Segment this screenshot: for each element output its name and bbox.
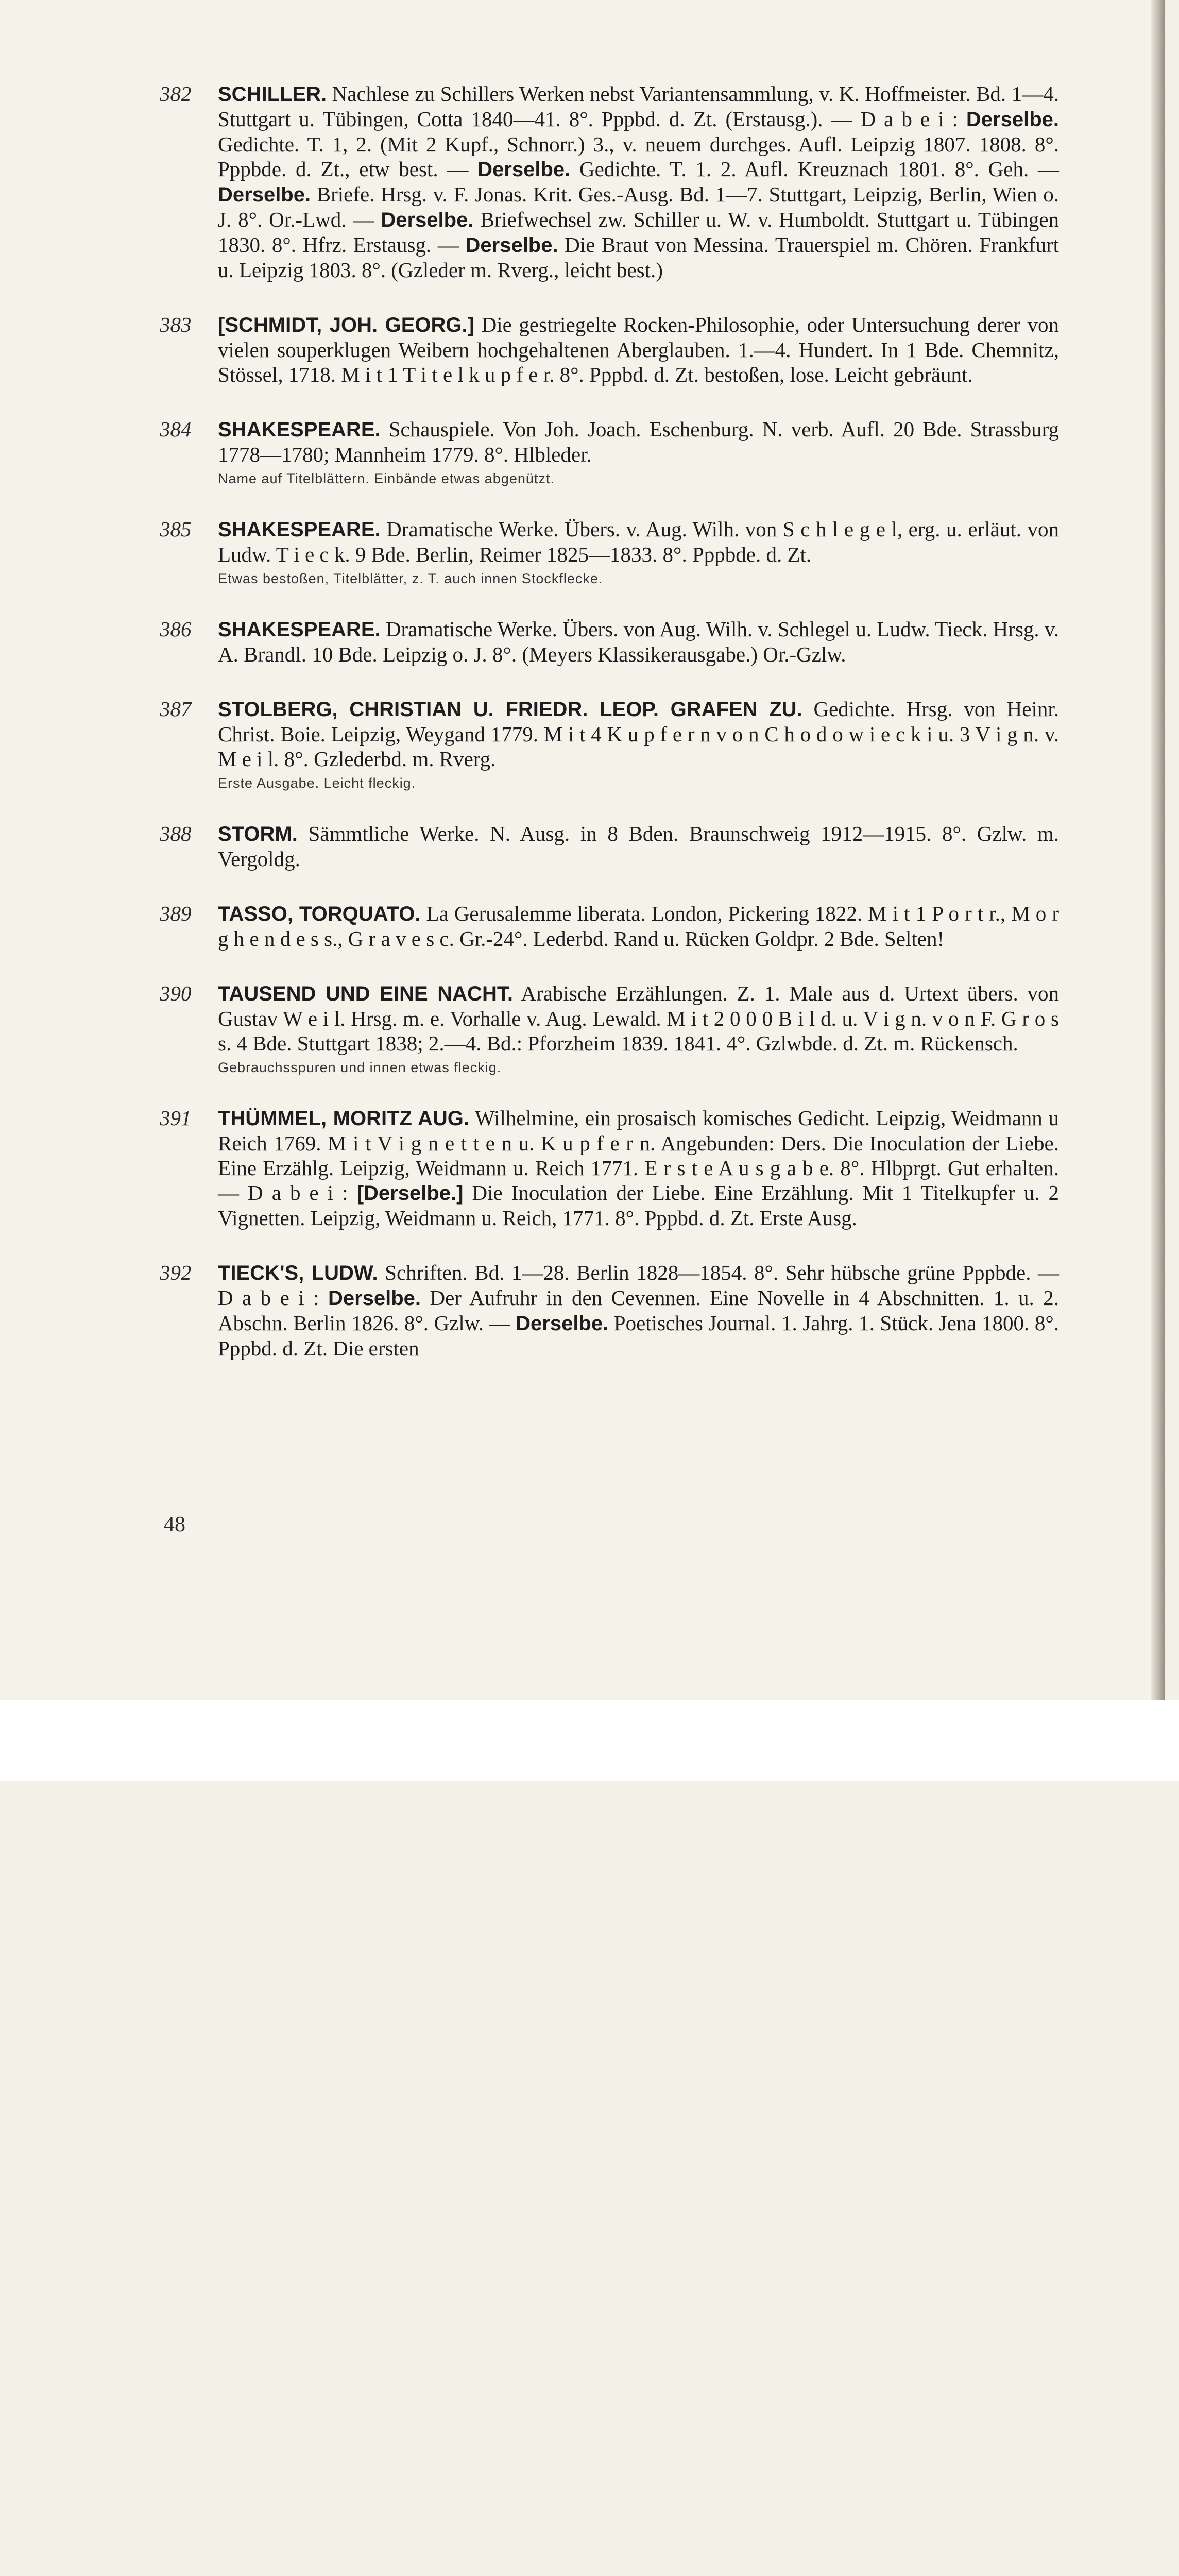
entry-number: 383 [160,313,192,336]
catalog-entry [160,517,1059,587]
entry-description: STOLBERG, CHRISTIAN U. FRIEDR. LEOP. GRAFEN ZU. Gedichte. Hrsg. von Heinr. Christ. Boie. Leipzig, Weygand 1779. M i t 4 K u p f e r n v o n C h o d o w i e c k i u. 3 V i g n. v. M e i l. 8°. Gzlederbd. m. Rverg. [218,697,1059,771]
entry-description: SHAKESPEARE. Dramatische Werke. Übers. von Aug. Wilh. v. Schlegel u. Ludw. Tieck. Hrsg. v. A. Brandl. 10 Bde. Leipzig o. J. 8°. (Meyers Klassikerausgabe.) Or.-Gzlw. [218,617,1059,666]
entry-condition-note: Etwas bestoßen, Titelblätter, z. T. auch innen Stockflecke. [218,571,603,586]
entry-number: 386 [160,617,192,641]
footer [0,1700,1179,1781]
entry-body [218,81,1059,282]
page-number: 48 [164,1513,185,1536]
entry-number: 388 [160,822,192,845]
entry-condition-note: Name auf Titelblättern. Einbände etwas abgenützt. [218,471,555,486]
entry-number: 391 [160,1106,192,1130]
catalog-entry [160,1260,1059,1361]
entry-body [218,697,1059,791]
entry-body [218,821,1059,871]
entry-body [218,901,1059,951]
catalog-entry [160,1106,1059,1230]
entry-body [218,1260,1059,1361]
catalog-entry [160,312,1059,387]
entry-number: 392 [160,1261,192,1284]
entry-description: SHAKESPEARE. Dramatische Werke. Übers. v. Aug. Wilh. von S c h l e g e l, erg. u. erläut. von Ludw. T i e c k. 9 Bde. Berlin, Reimer 1825—1833. 8°. Pppbde. d. Zt. [218,517,1059,566]
entry-description: TAUSEND UND EINE NACHT. Arabische Erzählungen. Z. 1. Male aus d. Urtext übers. von Gustav W e i l. Hrsg. m. e. Vorhalle v. Aug. Lewald. M i t 2 0 0 0 B i l d. u. V i g n. v o n F. G r o s s. 4 Bde. Stuttgart 1838; 2.—4. Bd.: Pforzheim 1839. 1841. 4°. Gzlwbde. d. Zt. m. Rückensch. [218,981,1059,1055]
catalog-entry [160,901,1059,951]
entry-description: THÜMMEL, MORITZ AUG. Wilhelmine, ein prosaisch komisches Gedicht. Leipzig, Weidmann u Reich 1769. M i t V i g n e t t e n u. K u p f e r n. Angebunden: Ders. Die Inoculation der Liebe. Eine Erzählg. Leipzig, Weidmann u. Reich 1771. E r s t e A u s g a b e. 8°. Hlbprgt. Gut erhalten. — D a b e i : [Derselbe.] Die Inoculation der Liebe. Eine Erzählung. Mit 1 Titelkupfer u. 2 Vignetten. Leipzig, Weidmann u. Reich, 1771. 8°. Pppbd. d. Zt. Erste Ausg. [218,1106,1059,1230]
entry-condition-note: Gebrauchsspuren und innen etwas fleckig. [218,1060,502,1075]
entry-body [218,1106,1059,1230]
entry-body [218,517,1059,587]
entry-number: 384 [160,417,192,441]
entry-number: 390 [160,981,192,1005]
catalog-entry [160,417,1059,487]
catalog-entry [160,981,1059,1076]
entry-description: TASSO, TORQUATO. La Gerusalemme liberata. London, Pickering 1822. M i t 1 P o r t r., M o r g h e n d e s s., G r a v e s c. Gr.-24°. Lederbd. Rand u. Rücken Goldpr. 2 Bde. Selten! [218,902,1059,951]
catalog-entry [160,81,1059,282]
entry-number: 382 [160,82,192,106]
entry-body [218,417,1059,487]
entry-number: 387 [160,697,192,721]
entry-condition-note: Erste Ausgabe. Leicht fleckig. [218,775,416,791]
catalog-entry [160,821,1059,871]
entry-number: 389 [160,902,192,925]
catalog-entries [160,81,1059,1391]
entry-description: STORM. Sämmtliche Werke. N. Ausg. in 8 Bden. Braunschweig 1912—1915. 8°. Gzlw. m. Vergoldg. [218,822,1059,871]
binding-edge [1151,0,1165,1700]
catalog-entry [160,617,1059,667]
entry-description: [SCHMIDT, JOH. GEORG.] Die gestriegelte Rocken-Philosophie, oder Untersuchung derer von vielen souperklugen Weibern hochgehaltenen Aberglauben. 1.—4. Hundert. In 1 Bde. Chemnitz, Stössel, 1718. M i t 1 T i t e l k u p f e r. 8°. Pppbd. d. Zt. bestoßen, lose. Leicht gebräunt. [218,313,1059,386]
entry-body [218,312,1059,387]
entry-body [218,981,1059,1076]
entry-description: TIECK'S, LUDW. Schriften. Bd. 1—28. Berlin 1828—1854. 8°. Sehr hübsche grüne Pppbde. — D a b e i : Derselbe. Der Aufruhr in den Cevennen. Eine Novelle in 4 Abschnitten. 1. u. 2. Abschn. Berlin 1826. 8°. Gzlw. — Derselbe. Poetisches Journal. 1. Jahrg. 1. Stück. Jena 1800. 8°. Pppbd. d. Zt. Die ersten [218,1261,1059,1360]
entry-description: SHAKESPEARE. Schauspiele. Von Joh. Joach. Eschenburg. N. verb. Aufl. 20 Bde. Strassburg 1778—1780; Mannheim 1779. 8°. Hlbleder. [218,417,1059,466]
entry-number: 385 [160,517,192,541]
entry-body [218,617,1059,667]
catalog-entry [160,697,1059,791]
entry-description: SCHILLER. Nachlese zu Schillers Werken nebst Variantensammlung, v. K. Hoffmeister. Bd. 1—4. Stuttgart u. Tübingen, Cotta 1840—41. 8°. Pppbd. d. Zt. (Erstausg.). — D a b e i : Derselbe. Gedichte. T. 1, 2. (Mit 2 Kupf., Schnorr.) 3., v. neuem durchges. Aufl. Leipzig 1807. 1808. 8°. Pppbde. d. Zt., etw best. — Derselbe. Gedichte. T. 1. 2. Aufl. Kreuznach 1801. 8°. Geh. — Derselbe. Briefe. Hrsg. v. F. Jonas. Krit. Ges.-Ausg. Bd. 1—7. Stuttgart, Leipzig, Berlin, Wien o. J. 8°. Or.-Lwd. — Derselbe. Briefwechsel zw. Schiller u. W. v. Humboldt. Stuttgart u. Tübingen 1830. 8°. Hfrz. Erstausg. — Derselbe. Die Braut von Messina. Trauerspiel m. Chören. Frankfurt u. Leipzig 1803. 8°. (Gzleder m. Rverg., leicht best.) [218,82,1059,282]
